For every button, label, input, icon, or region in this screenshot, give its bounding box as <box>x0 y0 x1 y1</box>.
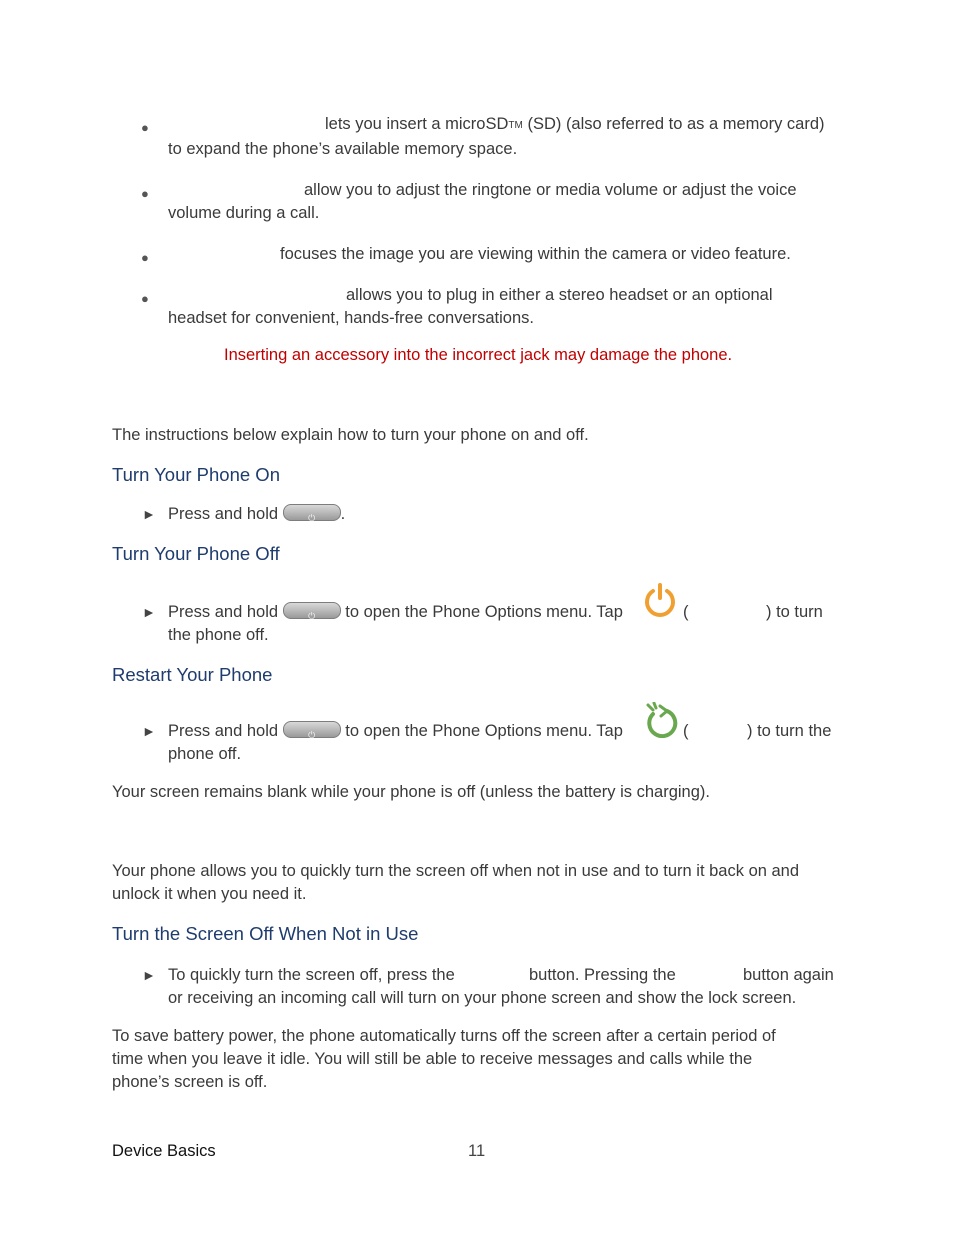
arrow-icon: ► <box>142 723 156 739</box>
step-restart-line-2: phone off. <box>168 745 242 763</box>
bullet-4-line-2: headset for convenient, hands-free conversations. <box>168 309 534 327</box>
step-restart-tail: ) to turn the <box>747 722 832 740</box>
arrow-icon: ► <box>142 506 156 522</box>
step-text: Press and hold <box>168 603 279 621</box>
screen-off-part-1: To quickly turn the screen off, press the <box>168 966 455 984</box>
arrow-icon: ► <box>142 604 156 620</box>
screen-off-line-2: or receiving an incoming call will turn on your phone screen and show the lock screen. <box>168 989 797 1007</box>
battery-note-line-2: time when you leave it idle. You will still be able to receive messages and calls while the <box>112 1050 753 1068</box>
paren-open: ( <box>683 603 689 621</box>
bullet-dot: ● <box>141 291 149 306</box>
bullet-2-line-1: allow you to adjust the ringtone or media volume or adjust the voice <box>304 181 797 199</box>
power-glyph: ⏻ <box>308 730 316 741</box>
step-turn-on <box>168 503 345 526</box>
heading-turn-off: Turn Your Phone Off <box>112 543 280 564</box>
screen-off-part-2: button. Pressing the <box>529 966 676 984</box>
power-off-icon <box>642 582 678 618</box>
step-turn-off-line-2: the phone off. <box>168 626 269 644</box>
heading-turn-on: Turn Your Phone On <box>112 464 280 485</box>
battery-note-line-3: phone’s screen is off. <box>112 1073 268 1091</box>
step-text: Press and hold <box>168 722 279 740</box>
screen-intro-line-2: unlock it when you need it. <box>112 885 307 903</box>
trademark: TM <box>508 120 523 131</box>
step-turn-off-line-1 <box>168 601 623 624</box>
step-text: Press and hold <box>168 505 279 523</box>
arrow-icon: ► <box>142 967 156 983</box>
bullet-4-line-1: allows you to plug in either a stereo headset or an optional <box>346 286 773 304</box>
step-restart-line-1 <box>168 720 623 743</box>
blank-screen-note: Your screen remains blank while your phone is off (unless the battery is charging). <box>112 783 710 801</box>
power-glyph: ⏻ <box>308 611 316 622</box>
power-glyph: ⏻ <box>308 513 316 524</box>
step-text: to open the Phone Options menu. Tap <box>345 603 623 621</box>
step-text: . <box>340 505 346 523</box>
bullet-1-line-2: to expand the phone’s available memory space. <box>168 140 518 158</box>
bullet-1-line-1 <box>325 113 825 138</box>
bullet-text: lets you insert a microSD <box>325 115 509 133</box>
footer-page-number: 11 <box>468 1142 486 1160</box>
power-key-icon <box>283 721 341 741</box>
bullet-text: (SD) (also referred to as a memory card) <box>522 115 825 133</box>
step-text: to open the Phone Options menu. Tap <box>345 722 623 740</box>
bullet-dot: ● <box>141 120 149 135</box>
footer-section: Device Basics <box>112 1142 216 1160</box>
screen-off-part-3: button again <box>743 966 834 984</box>
bullet-dot: ● <box>141 250 149 265</box>
step-turn-off-tail: ) to turn <box>766 603 823 621</box>
bullet-3-line-1: focuses the image you are viewing within the camera or video feature. <box>280 245 791 263</box>
bullet-dot: ● <box>141 186 149 201</box>
intro-text: The instructions below explain how to turn your phone on and off. <box>112 426 589 444</box>
battery-note-line-1: To save battery power, the phone automatically turns off the screen after a certain period of <box>112 1027 776 1045</box>
heading-screen-off: Turn the Screen Off When Not in Use <box>112 923 419 944</box>
power-key-icon <box>283 602 341 622</box>
power-key-icon <box>283 504 341 524</box>
restart-icon <box>643 702 679 738</box>
screen-intro-line-1: Your phone allows you to quickly turn the screen off when not in use and to turn it back on and <box>112 862 800 880</box>
caution-note: Inserting an accessory into the incorrect jack may damage the phone. <box>224 346 733 364</box>
bullet-2-line-2: volume during a call. <box>168 204 320 222</box>
paren-open: ( <box>683 722 689 740</box>
heading-restart: Restart Your Phone <box>112 664 273 685</box>
